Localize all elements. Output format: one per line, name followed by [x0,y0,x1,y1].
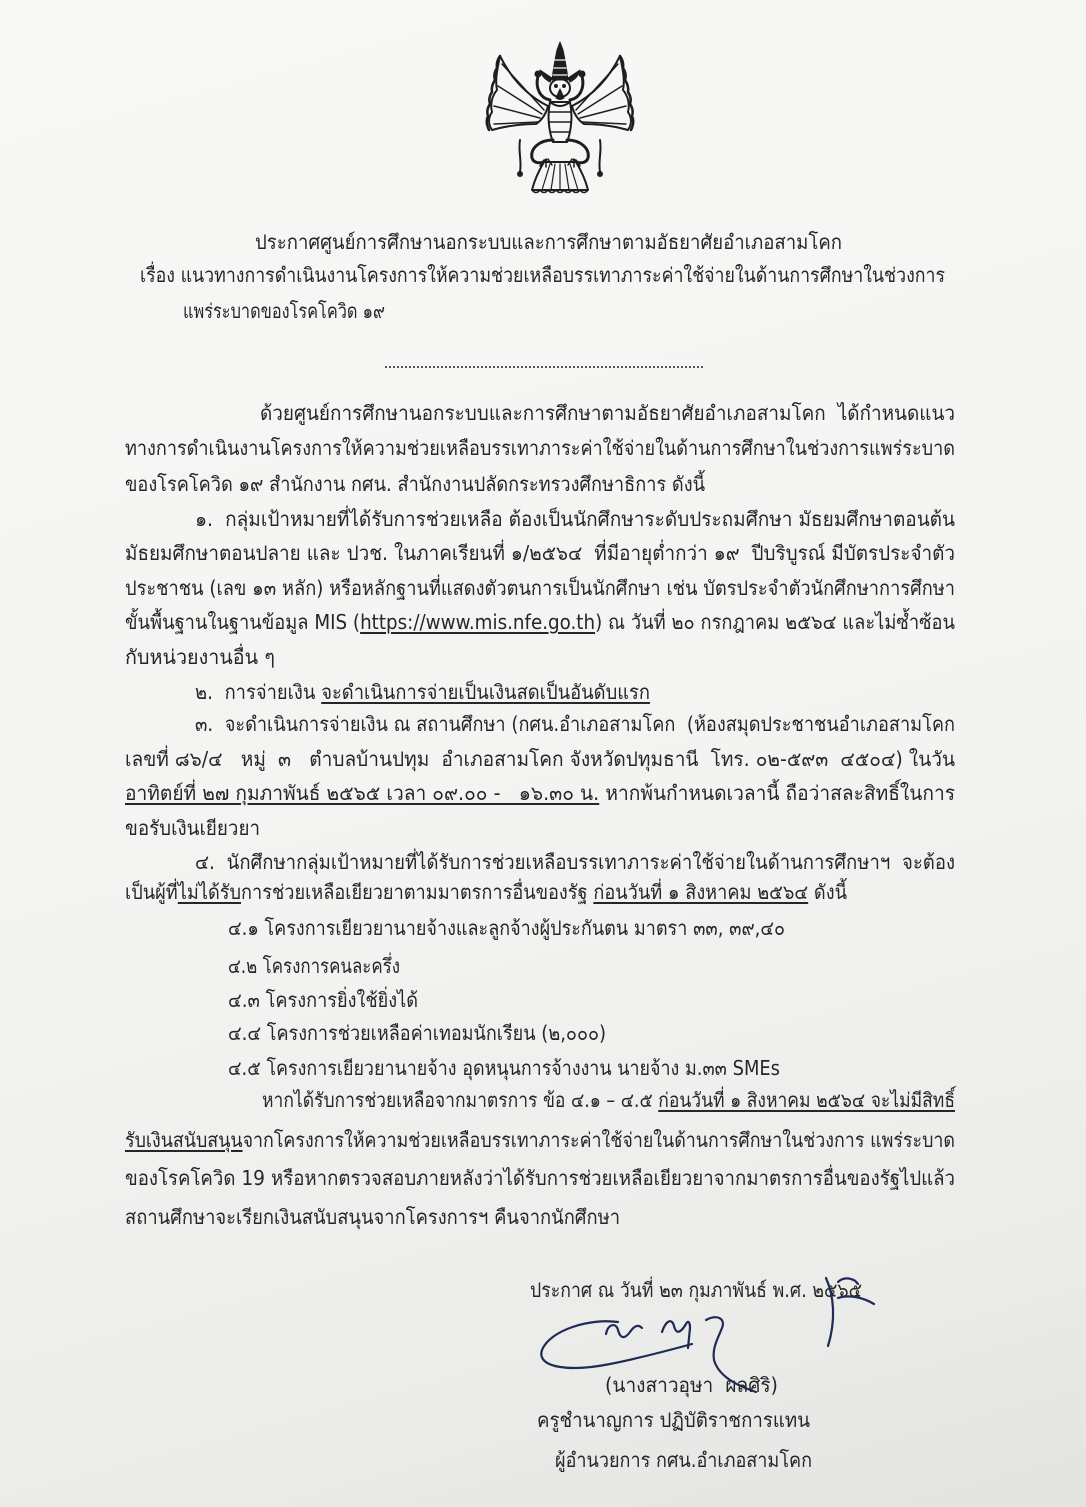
item1-line-1: ๑. กลุ่มเป้าหมายที่ได้รับการช่วยเหลือ ต้องเป็นนักศึกษาระดับประถมศึกษา มัธยมศึกษาตอนต้น [195,507,955,531]
subitem-4-1: ๔.๑ โครงการเยียวยานายจ้างและลูกจ้างผู้ประกันตน มาตรา ๓๓, ๓๙,๔๐ [228,916,785,940]
garuda-emblem-graphic [480,40,640,195]
item1-line-3: ประชาชน (เลข ๑๓ หลัก) หรือหลักฐานที่แสดงตัวตนการเป็นนักศึกษา เช่น บัตรประจำตัวนักศึกษาการศึกษา [125,576,955,600]
conclusion-seg-a: หากได้รับการช่วยเหลือจากมาตรการ ข้อ ๔.๑ – ๔.๕ [262,1088,659,1112]
item1-line-4 [125,606,1032,638]
signatory-name: (นางสาวอุษา ผลศิริ) [605,1373,778,1397]
subitem-4-5: ๔.๕ โครงการเยียวยานายจ้าง อุดหนุนการจ้างงาน นายจ้าง ม.๓๓ SMEs [228,1056,780,1080]
item1-url-before: ขั้นพื้นฐานในฐานข้อมูล MIS ( [125,610,361,634]
item3-line-3 [125,777,992,809]
item2-line [195,676,691,708]
item3-line-4: ขอรับเงินเยียวยา [125,816,260,840]
item4-seg-c: การช่วยเหลือเยียวยาตามมาตรการอื่นของรัฐ [241,880,594,904]
intro-line-3: ของโรคโควิด ๑๙ สำนักงาน กศน. สำนักงานปลัดกระทรวงศึกษาธิการ ดังนี้ [125,472,705,496]
item4-line-2 [125,876,921,908]
subject-line-1: เรื่อง แนวทางการดำเนินงานโครงการให้ความช่วยเหลือบรรเทาภาระค่าใช้จ่ายในด้านการศึกษาในช่วงการ [140,263,945,287]
conclusion-line-2 [125,1124,1056,1156]
item4-line-1: ๔. นักศึกษากลุ่มเป้าหมายที่ได้รับการช่วยเหลือบรรเทาภาระค่าใช้จ่ายในด้านการศึกษาฯ จะต้อง [195,850,955,874]
announcement-title: ประกาศศูนย์การศึกษานอกระบบและการศึกษาตามอัธยาศัยอำเภอสามโคก [255,230,842,254]
conclusion-line-4: สถานศึกษาจะเรียกเงินสนับสนุนจากโครงการฯ คืนจากนักศึกษา [125,1205,620,1229]
item2-emphasis: จะดำเนินการจ่ายเป็นเงินสดเป็นอันดับแรก [321,680,650,704]
intro-line-2: ทางการดำเนินงานโครงการให้ความช่วยเหลือบรรเทาภาระค่าใช้จ่ายในด้านการศึกษาในช่วงการแพร่ระบาด [125,436,955,460]
announcement-date: ประกาศ ณ วันที่ ๒๓ กุมภาพันธ์ พ.ศ. ๒๕๖๕ [530,1278,862,1302]
item4-seg-a: เป็นผู้ที่ [125,880,178,904]
item1-line-2: มัธยมศึกษาตอนปลาย และ ปวช. ในภาคเรียนที่ ๑/๒๕๖๔ ที่มีอายุต่ำกว่า ๑๙ ปีบริบูรณ์ มีบัตรประจำตัว [125,541,955,565]
item1-line-5: กับหน่วยงานอื่น ๆ [125,645,275,669]
item3-line-2: เลขที่ ๘๖/๔ หมู่ ๓ ตำบลบ้านปทุม อำเภอสามโคก จังหวัดปทุมธานี โทร. ๐๒-๕๙๓ ๔๕๐๔) ในวัน [125,747,955,771]
item1-url-after: ) ณ วันที่ ๒๐ กรกฎาคม ๒๕๖๔ และไม่ซ้ำซ้อน [595,610,955,634]
subitem-4-4: ๔.๔ โครงการช่วยเหลือค่าเทอมนักเรียน (๒,๐๐๐) [228,1021,606,1045]
subitem-4-2: ๔.๒ โครงการคนละครึ่ง [228,954,400,978]
conclusion-seg-b: จากโครงการให้ความช่วยเหลือบรรเทาภาระค่าใช้จ่ายในด้านการศึกษาในช่วงการ แพร่ระบาด [242,1128,955,1152]
conclusion-deadline: ก่อนวันที่ ๑ สิงหาคม ๒๕๖๔ จะไม่มีสิทธิ์ [658,1088,955,1112]
item3-line-1: ๓. จะดำเนินการจ่ายเงิน ณ สถานศึกษา (กศน.อำเภอสามโคก (ห้องสมุดประชาชนอำเภอสามโคก [195,712,955,736]
conclusion-line-1 [262,1084,1055,1116]
conclusion-line-3: ของโรคโควิด 19 หรือหากตรวจสอบภายหลังว่าได้รับการช่วยเหลือเยียวยาจากมาตรการอื่นของรัฐไปแล้ว [125,1166,955,1190]
payment-date-time: อาทิตย์ที่ ๒๗ กุมภาพันธ์ ๒๕๖๕ เวลา ๐๙.๐๐ - ๑๖.๓๐ น. [125,781,600,805]
conclusion-support-money: รับเงินสนับสนุน [125,1128,243,1152]
subitem-4-3: ๔.๓ โครงการยิ่งใช้ยิ่งได้ [228,988,418,1012]
mis-url-link: https://www.mis.nfe.go.th [360,610,596,634]
signatory-position: ครูชำนาญการ ปฏิบัติราชการแทน [537,1408,810,1432]
item4-seg-e: ดังนี้ [808,880,847,904]
item3-date-rest: หากพ้นกำหนดเวลานี้ ถือว่าสละสิทธิ์ในการ [599,781,955,805]
signatory-office: ผู้อำนวยการ กศน.อำเภอสามโคก [555,1448,812,1472]
item2-label: ๒. การจ่ายเงิน [195,680,322,704]
dotted-separator [385,366,703,368]
item4-not-received: ไม่ได้รับ [177,880,242,904]
subject-line-2: แพร่ระบาดของโรคโควิด ๑๙ [183,299,385,323]
garuda-emblem [480,40,640,195]
intro-line-1: ด้วยศูนย์การศึกษานอกระบบและการศึกษาตามอัธยาศัยอำเภอสามโคก ได้กำหนดแนว [260,401,955,425]
item4-deadline: ก่อนวันที่ ๑ สิงหาคม ๒๕๖๔ [593,880,809,904]
